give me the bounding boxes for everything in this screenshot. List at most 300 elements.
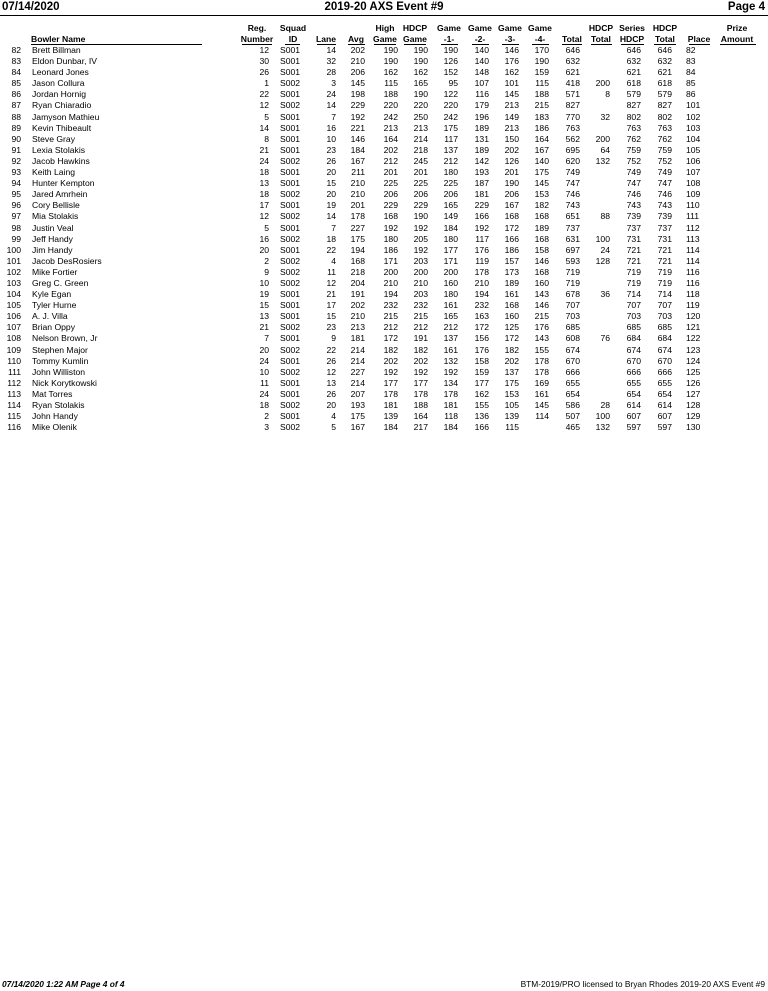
place-cell: 85 [686, 78, 696, 89]
total-cell: 697 [565, 244, 580, 255]
place-cell: 120 [686, 311, 701, 322]
game-4-cell: 170 [534, 45, 549, 55]
game-3-cell: 206 [504, 189, 519, 200]
squad-id-cell: S001 [280, 111, 301, 122]
game-3-cell: 201 [504, 167, 519, 178]
lane-cell: 14 [326, 45, 336, 55]
row-number-cell: 91 [11, 144, 21, 155]
game-1-cell: 181 [443, 400, 458, 410]
reg-number-cell: 5 [264, 222, 269, 233]
place-cell: 121 [686, 322, 701, 333]
col-prize-top: Prize [726, 23, 748, 33]
squad-id-cell: S001 [280, 300, 301, 311]
avg-cell: 168 [350, 255, 365, 266]
hdcp-game-cell: 165 [413, 78, 428, 89]
squad-id-cell: S001 [280, 67, 301, 78]
place-cell: 84 [686, 67, 696, 78]
game-3-cell: 173 [504, 266, 519, 277]
table-row [0, 167, 768, 178]
col-squad-top: Squad [279, 23, 307, 33]
col-hdcp-top: HDCP [402, 23, 428, 33]
report-title: 2019-20 AXS Event #9 [324, 1, 444, 13]
game-2-cell: 196 [474, 111, 489, 122]
avg-cell: 201 [350, 200, 365, 211]
game-4-cell: 114 [535, 411, 549, 422]
col-prize-bot: Amount [720, 34, 754, 44]
bowler-name-cell: John Williston [32, 366, 86, 377]
game-3-cell: 126 [504, 155, 519, 166]
game-3-cell: 137 [504, 366, 519, 377]
place-cell: 110 [686, 200, 700, 211]
reg-number-cell: 9 [264, 266, 269, 277]
hdcp-game-cell: 212 [413, 322, 428, 333]
place-cell: 101 [686, 100, 701, 111]
game-4-cell: 189 [534, 222, 549, 233]
hdcp-total-2-cell: 721 [657, 244, 672, 255]
total-cell: 737 [565, 222, 580, 233]
lane-cell: 21 [326, 289, 336, 300]
squad-id-cell: S002 [280, 100, 301, 111]
hdcp-game-cell: 205 [413, 233, 428, 244]
game-3-cell: 162 [504, 67, 519, 78]
row-number-cell: 88 [11, 111, 21, 122]
avg-cell: 146 [350, 133, 365, 144]
bowler-name-cell: Jacob DesRosiers [32, 255, 102, 266]
game-1-cell: 118 [444, 411, 458, 422]
total-cell: 507 [565, 411, 580, 422]
game-2-cell: 156 [474, 333, 489, 344]
lane-cell: 5 [331, 422, 336, 433]
game-3-cell: 167 [504, 200, 519, 211]
game-3-cell: 168 [504, 211, 519, 222]
lane-cell: 22 [326, 244, 336, 255]
total-cell: 678 [565, 289, 580, 300]
game-4-cell: 215 [534, 311, 549, 322]
col-g2-bot: -2- [474, 34, 486, 44]
avg-cell: 229 [350, 100, 365, 111]
lane-cell: 13 [326, 377, 336, 388]
table-row [0, 100, 768, 111]
game-1-cell: 149 [443, 211, 458, 222]
game-3-cell: 153 [504, 388, 519, 399]
high-game-cell: 192 [383, 222, 398, 233]
game-1-cell: 180 [443, 233, 458, 244]
total-cell: 674 [565, 344, 580, 355]
hdcp-total-2-cell: 703 [657, 311, 672, 322]
squad-id-cell: S001 [280, 311, 301, 322]
game-2-cell: 172 [474, 322, 489, 333]
hdcp-game-cell: 188 [413, 400, 428, 410]
row-number-cell: 116 [7, 422, 21, 433]
avg-cell: 221 [350, 122, 365, 133]
bowler-name-cell: A. J. Villa [32, 311, 68, 322]
table-row [0, 345, 768, 356]
hdcp-total-cell: 132 [595, 422, 610, 433]
game-3-cell: 150 [504, 133, 519, 144]
hdcp-total-2-cell: 719 [657, 266, 672, 277]
col-hdcp-total-bot: Total [591, 34, 611, 44]
avg-cell: 175 [350, 233, 365, 244]
game-3-cell: 182 [504, 344, 519, 355]
total-cell: 743 [565, 200, 580, 211]
table-row [0, 234, 768, 245]
hdcp-game-cell: 250 [413, 111, 428, 122]
lane-cell: 22 [326, 344, 336, 355]
high-game-cell: 188 [383, 89, 398, 100]
hdcp-game-cell: 164 [413, 411, 428, 422]
hdcp-game-cell: 232 [413, 300, 428, 311]
hdcp-game-cell: 190 [413, 45, 428, 55]
row-number-cell: 99 [11, 233, 21, 244]
total-cell: 749 [565, 167, 580, 178]
table-row [0, 45, 768, 56]
place-cell: 128 [686, 400, 701, 410]
reg-number-cell: 12 [259, 100, 269, 111]
hdcp-total-2-cell: 621 [657, 67, 672, 78]
col-hdcp-total2-top: HDCP [652, 23, 678, 33]
hdcp-game-cell: 217 [413, 422, 428, 433]
place-cell: 127 [686, 388, 701, 399]
table-row [0, 134, 768, 145]
total-cell: 670 [565, 355, 580, 366]
game-2-cell: 119 [475, 255, 489, 266]
col-lane: Lane [315, 34, 337, 44]
high-game-cell: 229 [383, 200, 398, 211]
game-4-cell: 168 [534, 233, 549, 244]
game-3-cell: 145 [504, 89, 519, 100]
bowler-name-cell: Brian Oppy [32, 322, 75, 333]
high-game-cell: 194 [383, 289, 398, 300]
row-number-cell: 106 [6, 311, 21, 322]
game-3-cell: 139 [504, 411, 519, 422]
squad-id-cell: S001 [280, 122, 301, 133]
lane-cell: 24 [326, 89, 336, 100]
header-rule [0, 15, 768, 16]
reg-number-cell: 12 [259, 211, 269, 222]
reg-number-cell: 24 [259, 355, 269, 366]
game-1-cell: 180 [443, 289, 458, 300]
game-2-cell: 189 [474, 122, 489, 133]
game-4-cell: 160 [534, 277, 549, 288]
lane-cell: 11 [327, 266, 336, 277]
series-hdcp-cell: 743 [626, 200, 641, 211]
avg-cell: 194 [350, 244, 365, 255]
row-number-cell: 102 [6, 266, 21, 277]
game-2-cell: 229 [474, 200, 489, 211]
avg-cell: 210 [350, 56, 365, 67]
high-game-cell: 212 [383, 155, 398, 166]
row-number-cell: 115 [7, 411, 21, 422]
high-game-cell: 184 [383, 422, 398, 433]
game-1-cell: 171 [443, 255, 458, 266]
high-game-cell: 190 [383, 45, 398, 55]
row-number-cell: 104 [6, 289, 21, 300]
series-hdcp-cell: 618 [626, 78, 641, 89]
hdcp-game-cell: 214 [413, 133, 428, 144]
game-2-cell: 117 [475, 233, 489, 244]
hdcp-total-2-cell: 746 [657, 189, 672, 200]
row-number-cell: 108 [6, 333, 21, 344]
series-hdcp-cell: 747 [626, 178, 641, 189]
table-row [0, 411, 768, 422]
game-3-cell: 213 [504, 122, 519, 133]
high-game-cell: 212 [383, 322, 398, 333]
col-g3-bot: -3- [504, 34, 516, 44]
hdcp-total-cell: 132 [595, 155, 610, 166]
col-total: Total [562, 34, 582, 44]
total-cell: 620 [565, 155, 580, 166]
game-1-cell: 212 [443, 322, 458, 333]
high-game-cell: 220 [383, 100, 398, 111]
game-2-cell: 181 [474, 189, 489, 200]
avg-cell: 213 [350, 322, 365, 333]
game-1-cell: 137 [443, 333, 458, 344]
avg-cell: 218 [350, 266, 365, 277]
col-g4-bot: -4- [534, 34, 546, 44]
total-cell: 695 [565, 144, 580, 155]
series-hdcp-cell: 731 [626, 233, 641, 244]
game-1-cell: 165 [443, 200, 458, 211]
lane-cell: 7 [331, 111, 336, 122]
row-number-cell: 107 [6, 322, 21, 333]
avg-cell: 202 [350, 45, 365, 55]
col-bowler: Bowler Name [31, 34, 86, 44]
game-4-cell: 158 [534, 244, 549, 255]
hdcp-total-cell: 8 [605, 89, 610, 100]
col-reg-top: Reg. [247, 23, 267, 33]
col-g3-top: Game [498, 23, 522, 33]
hdcp-total-cell: 200 [595, 133, 610, 144]
game-2-cell: 140 [474, 45, 489, 55]
lane-cell: 14 [326, 100, 336, 111]
game-1-cell: 137 [443, 144, 458, 155]
game-4-cell: 190 [534, 56, 549, 67]
reg-number-cell: 22 [259, 89, 269, 100]
place-cell: 102 [686, 111, 701, 122]
lane-cell: 14 [326, 211, 336, 222]
bowler-name-cell: Brett Billman [32, 45, 81, 55]
col-g4-top: Game [528, 23, 552, 33]
row-number-cell: 98 [11, 222, 21, 233]
squad-id-cell: S002 [280, 211, 301, 222]
squad-id-cell: S002 [280, 344, 301, 355]
row-number-cell: 113 [7, 388, 21, 399]
high-game-cell: 171 [383, 255, 398, 266]
bowler-name-cell: Stephen Major [32, 344, 88, 355]
col-hdcp-total2-bot: Total [655, 34, 675, 44]
hdcp-total-cell: 100 [595, 233, 610, 244]
game-1-cell: 200 [443, 266, 458, 277]
row-number-cell: 87 [11, 100, 21, 111]
total-cell: 703 [565, 311, 580, 322]
game-1-cell: 206 [443, 189, 458, 200]
bowler-name-cell: Steve Gray [32, 133, 75, 144]
bowler-name-cell: Ryan Chiaradio [32, 100, 92, 111]
game-3-cell: 202 [504, 144, 519, 155]
hdcp-total-2-cell: 714 [657, 289, 672, 300]
lane-cell: 26 [326, 155, 336, 166]
reg-number-cell: 8 [264, 133, 269, 144]
game-1-cell: 220 [443, 100, 458, 111]
series-hdcp-cell: 632 [626, 56, 641, 67]
hdcp-total-cell: 64 [600, 144, 610, 155]
bowler-name-cell: Jared Amrhein [32, 189, 88, 200]
hdcp-total-cell: 88 [600, 211, 610, 222]
table-row [0, 67, 768, 78]
avg-cell: 211 [351, 167, 365, 178]
hdcp-total-2-cell: 618 [657, 78, 672, 89]
game-2-cell: 176 [474, 244, 489, 255]
avg-cell: 192 [350, 111, 365, 122]
game-4-cell: 159 [534, 67, 549, 78]
col-place: Place [687, 34, 711, 44]
avg-cell: 198 [350, 89, 365, 100]
table-row [0, 123, 768, 134]
table-row [0, 367, 768, 378]
reg-number-cell: 19 [259, 289, 269, 300]
table-row [0, 400, 768, 411]
avg-cell: 167 [350, 155, 365, 166]
squad-id-cell: S001 [280, 411, 301, 422]
high-game-cell: 201 [383, 167, 398, 178]
reg-number-cell: 7 [264, 333, 269, 344]
table-row [0, 278, 768, 289]
hdcp-total-2-cell: 721 [657, 255, 672, 266]
hdcp-total-2-cell: 747 [657, 178, 672, 189]
avg-cell: 175 [350, 411, 365, 422]
total-cell: 655 [565, 377, 580, 388]
game-3-cell: 161 [504, 289, 519, 300]
series-hdcp-cell: 685 [626, 322, 641, 333]
game-2-cell: 210 [474, 277, 489, 288]
squad-id-cell: S001 [280, 167, 301, 178]
reg-number-cell: 18 [259, 189, 269, 200]
reg-number-cell: 2 [264, 255, 269, 266]
game-3-cell: 202 [504, 355, 519, 366]
game-4-cell: 176 [534, 322, 549, 333]
series-hdcp-cell: 759 [626, 144, 641, 155]
lane-cell: 18 [326, 233, 336, 244]
avg-cell: 214 [350, 355, 365, 366]
lane-cell: 19 [326, 200, 336, 211]
game-1-cell: 178 [443, 388, 458, 399]
lane-cell: 4 [331, 255, 336, 266]
game-2-cell: 166 [474, 422, 489, 433]
game-2-cell: 142 [474, 155, 489, 166]
hdcp-game-cell: 162 [413, 67, 428, 78]
results-table [0, 45, 768, 433]
game-2-cell: 107 [474, 78, 489, 89]
hdcp-total-2-cell: 707 [657, 300, 672, 311]
place-cell: 114 [686, 255, 700, 266]
squad-id-cell: S002 [280, 400, 301, 410]
series-hdcp-cell: 721 [626, 255, 641, 266]
game-4-cell: 168 [534, 266, 549, 277]
lane-cell: 23 [326, 322, 336, 333]
squad-id-cell: S001 [280, 377, 301, 388]
high-game-cell: 177 [383, 377, 398, 388]
hdcp-game-cell: 190 [413, 89, 428, 100]
row-number-cell: 96 [11, 200, 21, 211]
hdcp-total-2-cell: 614 [657, 400, 672, 410]
reg-number-cell: 20 [259, 344, 269, 355]
row-number-cell: 112 [7, 377, 21, 388]
table-row [0, 389, 768, 400]
game-2-cell: 163 [474, 311, 489, 322]
table-row [0, 256, 768, 267]
row-number-cell: 83 [11, 56, 21, 67]
reg-number-cell: 24 [259, 155, 269, 166]
bowler-name-cell: Jordan Hornig [32, 89, 86, 100]
reg-number-cell: 12 [259, 45, 269, 55]
reg-number-cell: 3 [264, 422, 269, 433]
total-cell: 747 [565, 178, 580, 189]
squad-id-cell: S002 [280, 422, 301, 433]
series-hdcp-cell: 707 [626, 300, 641, 311]
row-number-cell: 92 [11, 155, 21, 166]
bowler-name-cell: Mat Torres [32, 388, 73, 399]
col-g1-bot: -1- [443, 34, 455, 44]
game-3-cell: 157 [504, 255, 519, 266]
avg-cell: 227 [350, 366, 365, 377]
place-cell: 106 [686, 155, 701, 166]
hdcp-game-cell: 192 [413, 244, 428, 255]
bowler-name-cell: Ryan Stolakis [32, 400, 85, 410]
table-row [0, 145, 768, 156]
game-1-cell: 160 [443, 277, 458, 288]
game-4-cell: 161 [534, 388, 549, 399]
game-2-cell: 232 [474, 300, 489, 311]
squad-id-cell: S001 [280, 333, 301, 344]
game-4-cell: 143 [534, 289, 549, 300]
place-cell: 107 [686, 167, 701, 178]
row-number-cell: 97 [11, 211, 21, 222]
game-1-cell: 175 [443, 122, 458, 133]
bowler-name-cell: Jeff Handy [32, 233, 73, 244]
table-row [0, 200, 768, 211]
reg-number-cell: 21 [259, 322, 269, 333]
game-4-cell: 186 [534, 122, 549, 133]
table-row [0, 89, 768, 100]
lane-cell: 9 [331, 333, 336, 344]
hdcp-game-cell: 218 [413, 144, 428, 155]
bowler-name-cell: Kevin Thibeault [32, 122, 92, 133]
table-row [0, 245, 768, 256]
hdcp-game-cell: 245 [413, 155, 428, 166]
place-cell: 124 [686, 355, 701, 366]
game-3-cell: 101 [504, 78, 519, 89]
place-cell: 109 [686, 189, 701, 200]
bowler-name-cell: Mike Olenik [32, 422, 77, 433]
game-1-cell: 177 [443, 244, 458, 255]
hdcp-game-cell: 203 [413, 255, 428, 266]
reg-number-cell: 20 [259, 244, 269, 255]
game-1-cell: 190 [443, 45, 458, 55]
hdcp-total-2-cell: 802 [657, 111, 672, 122]
table-row [0, 211, 768, 222]
series-hdcp-cell: 621 [626, 67, 641, 78]
place-cell: 119 [686, 300, 700, 311]
avg-cell: 167 [350, 422, 365, 433]
hdcp-total-2-cell: 670 [657, 355, 672, 366]
series-hdcp-cell: 749 [626, 167, 641, 178]
series-hdcp-cell: 762 [626, 133, 641, 144]
hdcp-game-cell: 215 [413, 311, 428, 322]
game-2-cell: 166 [474, 211, 489, 222]
hdcp-game-cell: 229 [413, 200, 428, 211]
series-hdcp-cell: 655 [626, 377, 641, 388]
hdcp-game-cell: 190 [413, 211, 428, 222]
